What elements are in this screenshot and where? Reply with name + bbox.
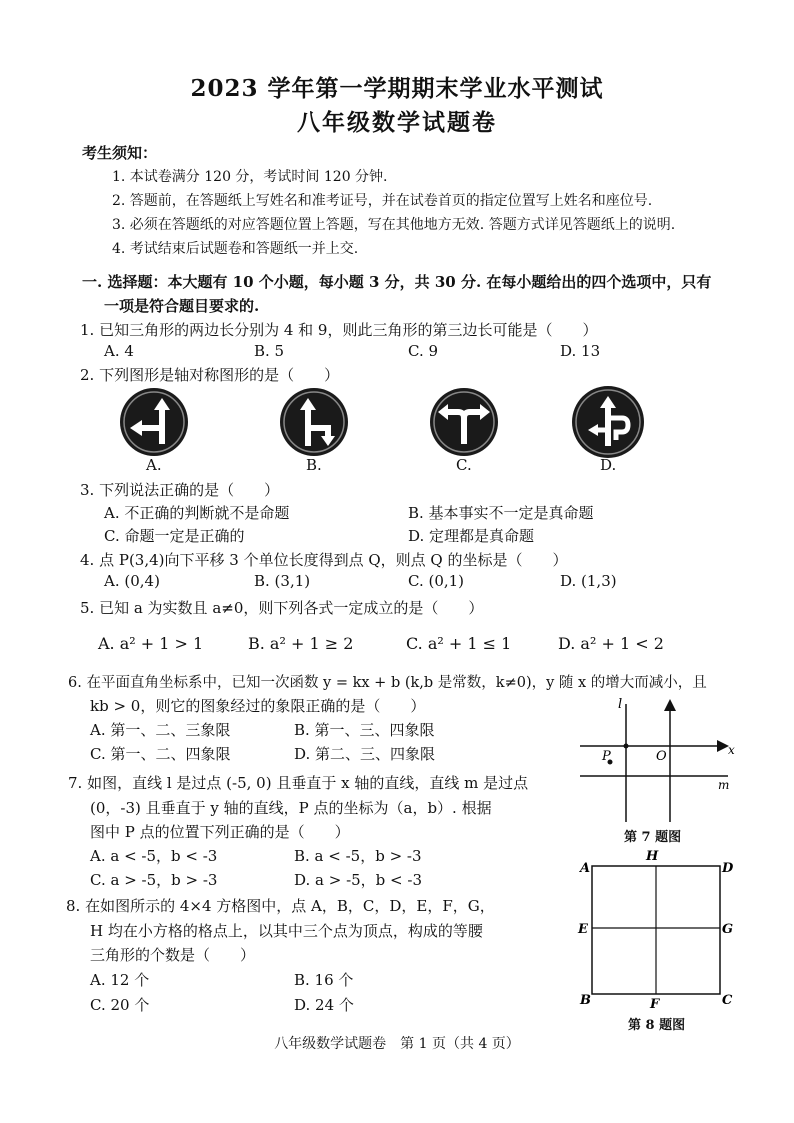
q8-option-d: D. 24 个 — [294, 996, 354, 1014]
question-4-stem: 4. 点 P(3,4)向下平移 3 个单位长度得到点 Q，则点 Q 的坐标是（ ） — [80, 551, 568, 569]
label-p: P — [602, 749, 611, 764]
q7-option-b: B. a < -5，b > -3 — [294, 847, 422, 865]
label-g: G — [722, 922, 734, 937]
traffic-sign-straight-left-uturn-icon — [570, 384, 646, 460]
q3-option-d: D. 定理都是真命题 — [408, 527, 535, 545]
label-o: O — [656, 749, 667, 764]
question-5-stem: 5. 已知 a 为实数且 a≠0，则下列各式一定成立的是（ ） — [80, 599, 484, 617]
question-8-stem: 8. 在如图所示的 4×4 方格图中，点 A，B，C，D，E，F，G， — [66, 897, 495, 915]
notice-heading: 考生须知： — [82, 144, 158, 162]
exam-subtitle: 八年级数学试题卷 — [297, 109, 497, 136]
q2-option-d: D. — [600, 456, 617, 474]
q5-option-a: A. a² + 1 > 1 — [98, 634, 204, 653]
q1-option-b: B. 5 — [254, 342, 285, 360]
label-x: x — [728, 743, 735, 757]
question-6-stem-cont: kb > 0，则它的图象经过的象限正确的是（ ） — [90, 697, 426, 715]
question-8-stem-cont2: 三角形的个数是（ ） — [90, 946, 256, 964]
label-b: B — [580, 993, 591, 1008]
q8-option-b: B. 16 个 — [294, 971, 354, 989]
q4-option-a: A. (0,4) — [104, 572, 160, 590]
q6-option-c: C. 第一、二、四象限 — [90, 745, 231, 763]
question-3-stem: 3. 下列说法正确的是（ ） — [80, 481, 280, 499]
notice-item: 1. 本试卷满分 120 分，考试时间 120 分钟. — [112, 169, 388, 185]
q5-option-b: B. a² + 1 ≥ 2 — [248, 634, 354, 653]
q3-option-b: B. 基本事实不一定是真命题 — [408, 504, 594, 522]
section-heading: 一. 选择题：本大题有 10 个小题，每小题 3 分，共 30 分. 在每小题给出的四个选项中，只有 — [82, 273, 712, 291]
figure-7-coordinate-diagram — [578, 696, 738, 824]
q1-option-a: A. 4 — [104, 342, 134, 360]
label-e: E — [578, 922, 588, 937]
traffic-sign-straight-right-icon — [278, 386, 350, 458]
q3-option-a: A. 不正确的判断就不是命题 — [104, 504, 290, 522]
q5-option-d: D. a² + 1 < 2 — [558, 634, 664, 653]
q5-option-c: C. a² + 1 ≤ 1 — [406, 634, 512, 653]
label-f: F — [650, 997, 660, 1012]
label-a: A — [580, 861, 591, 876]
q4-option-b: B. (3,1) — [254, 572, 311, 590]
question-7-stem-cont: (0，-3) 且垂直于 y 轴的直线，P 点的坐标为（a，b）. 根据 — [90, 799, 492, 817]
figure-7-caption: 第 7 题图 — [624, 830, 682, 845]
q6-option-a: A. 第一、二、三象限 — [90, 721, 231, 739]
notice-item: 2. 答题前，在答题纸上写姓名和准考证号，并在试卷首页的指定位置写上姓名和座位号. — [112, 193, 653, 209]
label-h: H — [646, 849, 659, 864]
label-m: m — [718, 778, 730, 792]
q4-option-c: C. (0,1) — [408, 572, 465, 590]
figure-8-grid-diagram — [574, 846, 740, 1014]
label-c: C — [722, 993, 733, 1008]
q1-option-d: D. 13 — [560, 342, 601, 360]
question-8-stem-cont: H 均在小方格的格点上，以其中三个点为顶点，构成的等腰 — [90, 922, 483, 940]
q2-option-b: B. — [306, 456, 322, 474]
question-7-stem-cont2: 图中 P 点的位置下列正确的是（ ） — [90, 823, 350, 841]
q8-option-a: A. 12 个 — [90, 971, 150, 989]
notice-item: 3. 必须在答题纸的对应答题位置上答题，写在其他地方无效. 答题方式详见答题纸上的说明. — [112, 217, 676, 233]
section-heading-cont: 一项是符合题目要求的. — [104, 297, 260, 315]
question-1-stem: 1. 已知三角形的两边长分别为 4 和 9，则此三角形的第三边长可能是（ ） — [80, 321, 598, 339]
question-7-stem: 7. 如图，直线 l 是过点 (-5, 0) 且垂直于 x 轴的直线，直线 m 是过点 — [68, 774, 529, 792]
notice-item: 4. 考试结束后试题卷和答题纸一并上交. — [112, 241, 359, 257]
q3-option-c: C. 命题一定是正确的 — [104, 527, 245, 545]
q7-option-c: C. a > -5，b > -3 — [90, 871, 218, 889]
q7-option-d: D. a > -5，b < -3 — [294, 871, 423, 889]
figure-8-caption: 第 8 题图 — [628, 1018, 686, 1033]
q2-option-c: C. — [456, 456, 472, 474]
exam-title: 2023 学年第一学期期末学业水平测试 — [190, 75, 604, 102]
q8-option-c: C. 20 个 — [90, 996, 150, 1014]
q4-option-d: D. (1,3) — [560, 572, 617, 590]
traffic-sign-left-right-icon — [428, 386, 500, 458]
q2-option-a: A. — [146, 456, 162, 474]
q7-option-a: A. a < -5，b < -3 — [90, 847, 218, 865]
question-2-stem: 2. 下列图形是轴对称图形的是（ ） — [80, 366, 340, 384]
label-d: D — [722, 861, 734, 876]
q1-option-c: C. 9 — [408, 342, 439, 360]
q6-option-b: B. 第一、三、四象限 — [294, 721, 435, 739]
label-l: l — [618, 697, 623, 712]
page-footer: 八年级数学试题卷 第 1 页（共 4 页） — [274, 1036, 520, 1052]
q6-option-d: D. 第二、三、四象限 — [294, 745, 436, 763]
question-6-stem: 6. 在平面直角坐标系中，已知一次函数 y = kx + b (k,b 是常数，k≠0)，y 随 x 的增大而减小，且 — [68, 675, 707, 691]
traffic-sign-left-straight-icon — [118, 386, 190, 458]
